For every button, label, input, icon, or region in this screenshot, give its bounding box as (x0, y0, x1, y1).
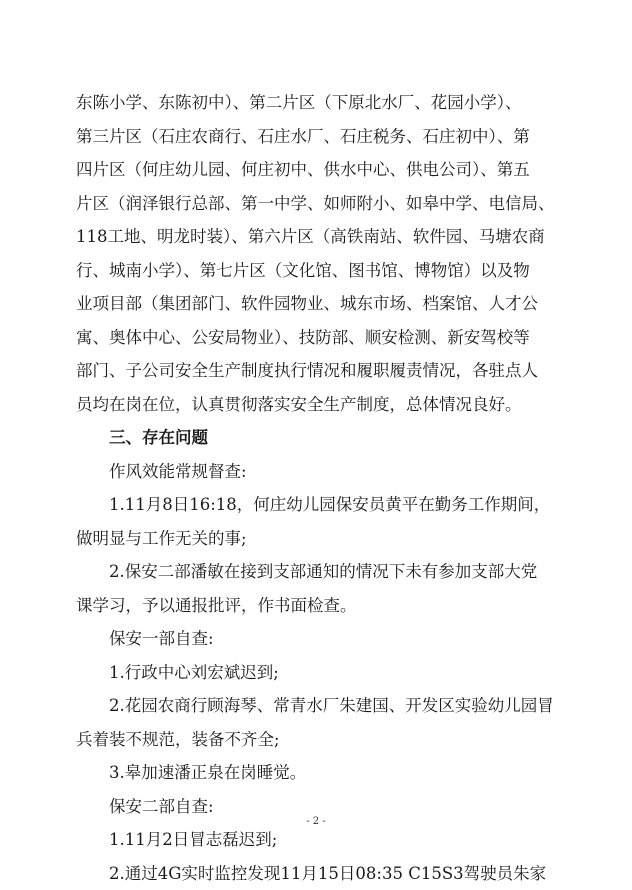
section-heading: 三、存在问题 (76, 421, 560, 455)
intro-line-7: 业项目部（集团部门、软件园物业、城东市场、档案馆、人才公 (76, 287, 560, 321)
supervision-item-1-line-2: 做明显与工作无关的事; (76, 522, 560, 556)
document-body (76, 86, 560, 890)
supervision-item-2-line-2: 课学习，予以通报批评，作书面检查。 (76, 589, 560, 623)
dept1-item-2-line-1: 2.花园农商行顾海琴、常青水厂朱建国、开发区实验幼儿园冒 (76, 689, 560, 723)
supervision-title: 作风效能常规督查: (76, 455, 560, 489)
intro-line-4: 片区（润泽银行总部、第一中学、如师附小、如皋中学、电信局、 (76, 187, 560, 221)
intro-line-5: 118工地、明龙时装）、第六片区（高铁南站、软件园、马塘农商 (76, 220, 560, 254)
intro-line-8: 寓、奥体中心、公安局物业）、技防部、顺安检测、新安驾校等 (76, 321, 560, 355)
intro-line-10: 员均在岗在位，认真贯彻落实安全生产制度，总体情况良好。 (76, 388, 560, 422)
intro-line-6: 行、城南小学）、第七片区（文化馆、图书馆、博物馆）以及物 (76, 254, 560, 288)
intro-line-3: 四片区（何庄幼儿园、何庄初中、供水中心、供电公司）、第五 (76, 153, 560, 187)
dept2-item-1: 1.11月2日冒志磊迟到; (76, 823, 560, 857)
dept1-item-3: 3.皋加速潘正泉在岗睡觉。 (76, 756, 560, 790)
dept1-item-1: 1.行政中心刘宏斌迟到; (76, 656, 560, 690)
supervision-item-1-line-1: 1.11月8日16:18，何庄幼儿园保安员黄平在勤务工作期间， (76, 488, 560, 522)
dept1-item-2-line-2: 兵着装不规范，装备不齐全; (76, 723, 560, 757)
supervision-item-2-line-1: 2.保安二部潘敏在接到支部通知的情况下未有参加支部大党 (76, 555, 560, 589)
dept1-title: 保安一部自查: (76, 622, 560, 656)
intro-line-2: 第三片区（石庄农商行、石庄水厂、石庄税务、石庄初中）、第 (76, 120, 560, 154)
intro-line-9: 部门、子公司安全生产制度执行情况和履职履责情况，各驻点人 (76, 354, 560, 388)
dept2-item-2: 2.通过4G实时监控发现11月15日08:35 C15S3驾驶员朱家 (76, 857, 560, 890)
page-number: - 2 - (0, 816, 632, 827)
dept2-title: 保安二部自查: (76, 790, 560, 824)
intro-line-1: 东陈小学、东陈初中）、第二片区（下原北水厂、花园小学）、 (76, 86, 560, 120)
